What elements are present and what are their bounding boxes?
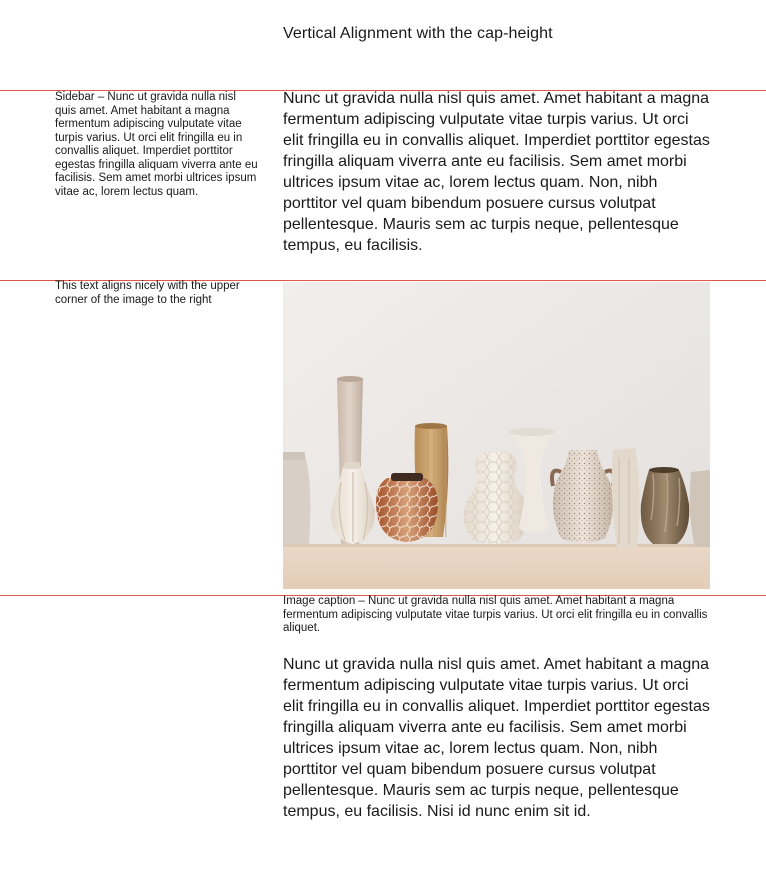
- body-paragraph-2: Nunc ut gravida nulla nisl quis amet. Amet habitant a magna fermentum adipiscing vulputate vitae turpis varius. Ut orci elit fringilla eu in convallis aliquet. Imperdiet porttitor egestas fringilla aliquam viverra ante eu facilisis. Sem amet morbi ultrices ipsum vitae ac, lorem lectus quam. Non, nibh porttitor vel quam bibendum posuere cursus volutpat pellentesque. Mauris sem ac turpis neque, pellentesque tempus, eu facilisis. Nisi id nunc enim sit id.: [283, 656, 710, 820]
- ceramic-vases-image: [283, 282, 710, 589]
- body-paragraph: Nunc ut gravida nulla nisl quis amet. Amet habitant a magna fermentum adipiscing vulputate vitae turpis varius. Ut orci elit fringilla eu in convallis aliquet. Imperdiet porttitor egestas fringilla aliquam viverra ante eu facilisis. Sem amet morbi ultrices ipsum vitae ac, lorem lectus quam. Non, nibh porttitor vel quam bibendum posuere cursus volutpat pellentesque. Mauris sem ac turpis neque, pellentesque tempus, eu facilisis.: [283, 90, 710, 254]
- sidebar-note: Sidebar – Nunc ut gravida nulla nisl quis amet. Amet habitant a magna fermentum adipiscing vulputate vitae turpis varius. Ut orci elit fringilla eu in convallis aliquet. Imperdiet porttitor egestas fringilla aliquam viverra ante eu facilisis. Sem amet morbi ultrices ipsum vitae ac, lorem lectus quam.: [55, 91, 258, 198]
- page-title: Vertical Alignment with the cap-height: [283, 25, 553, 42]
- sidebar-alignment-note: This text aligns nicely with the upper corner of the image to the right: [55, 280, 240, 306]
- image-caption: Image caption – Nunc ut gravida nulla nisl quis amet. Amet habitant a magna fermentum adipiscing vulputate vitae turpis varius. Ut orci elit fringilla eu in convallis aliquet.: [283, 595, 708, 634]
